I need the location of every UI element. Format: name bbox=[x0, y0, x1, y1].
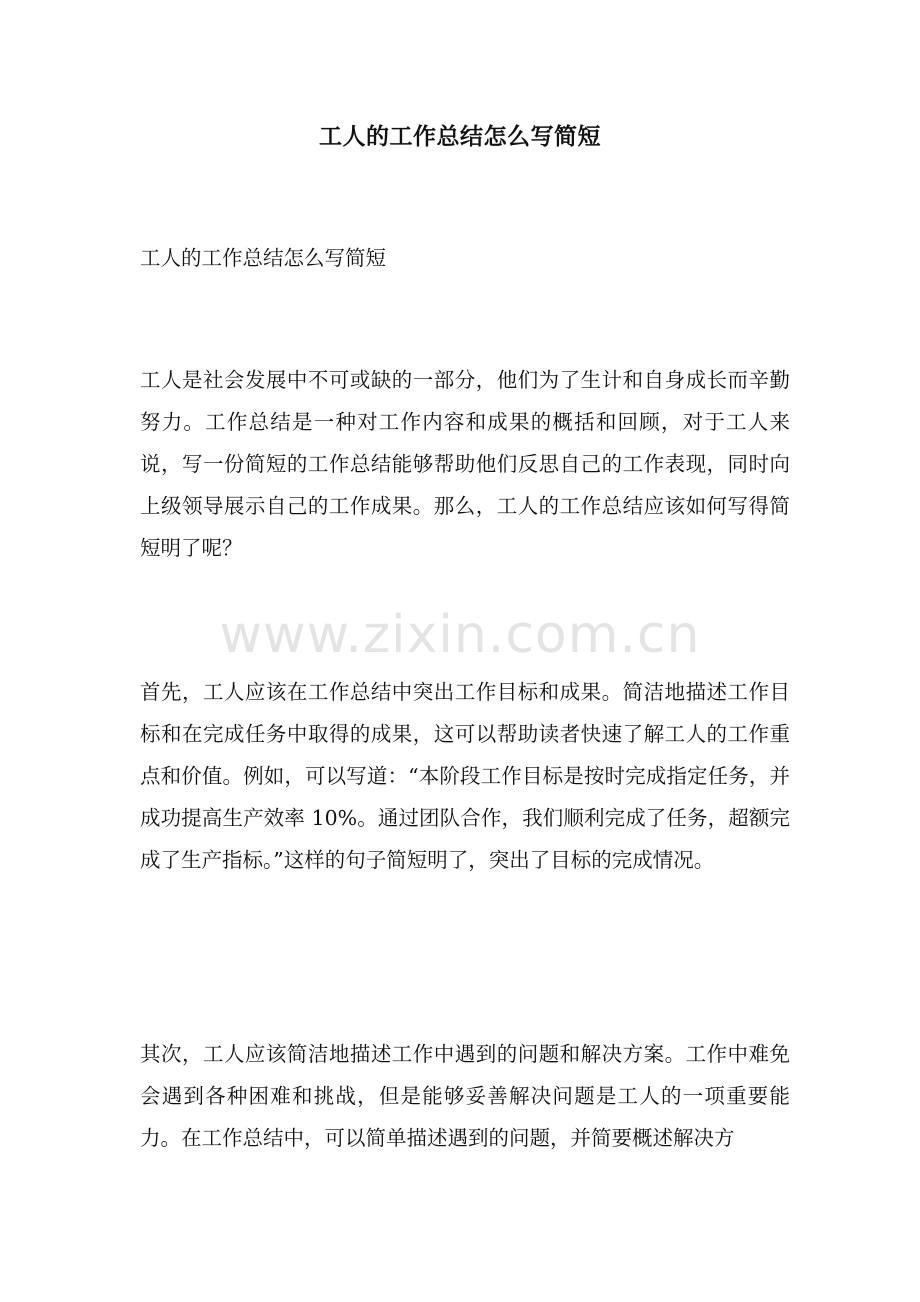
paragraph-2: 首先，工人应该在工作总结中突出工作目标和成果。简洁地描述工作目标和在完成任务中取得的成果，这可以帮助读者快速了解工人的工作重点和价值。例如，可以写道：“本阶段工作目标是按时完成指定任务，并成功提高生产效率 10%。通过团队合作，我们顺利完成了任务，超额完成了生产指标。”这样的句子简短明了，突出了目标的完成情况。 bbox=[140, 680, 790, 872]
paragraph-3: 其次，工人应该简洁地描述工作中遇到的问题和解决方案。工作中难免会遇到各种困难和挑战，但是能够妥善解决问题是工人的一项重要能力。在工作总结中，可以简单描述遇到的问题，并简要概述解决方 bbox=[140, 1042, 790, 1150]
watermark: www.zixin.com.cn bbox=[219, 605, 701, 665]
paragraph-1: 工人是社会发展中不可或缺的一部分，他们为了生计和自身成长而辛勤努力。工作总结是一种对工作内容和成果的概括和回顾，对于工人来说，写一份简短的工作总结能够帮助他们反思自己的工作表现，同时向上级领导展示自己的工作成果。那么，工人的工作总结应该如何写得简短明了呢？ bbox=[140, 368, 790, 560]
document-subtitle: 工人的工作总结怎么写简短 bbox=[140, 246, 386, 270]
document-title: 工人的工作总结怎么写简短 bbox=[319, 123, 601, 150]
